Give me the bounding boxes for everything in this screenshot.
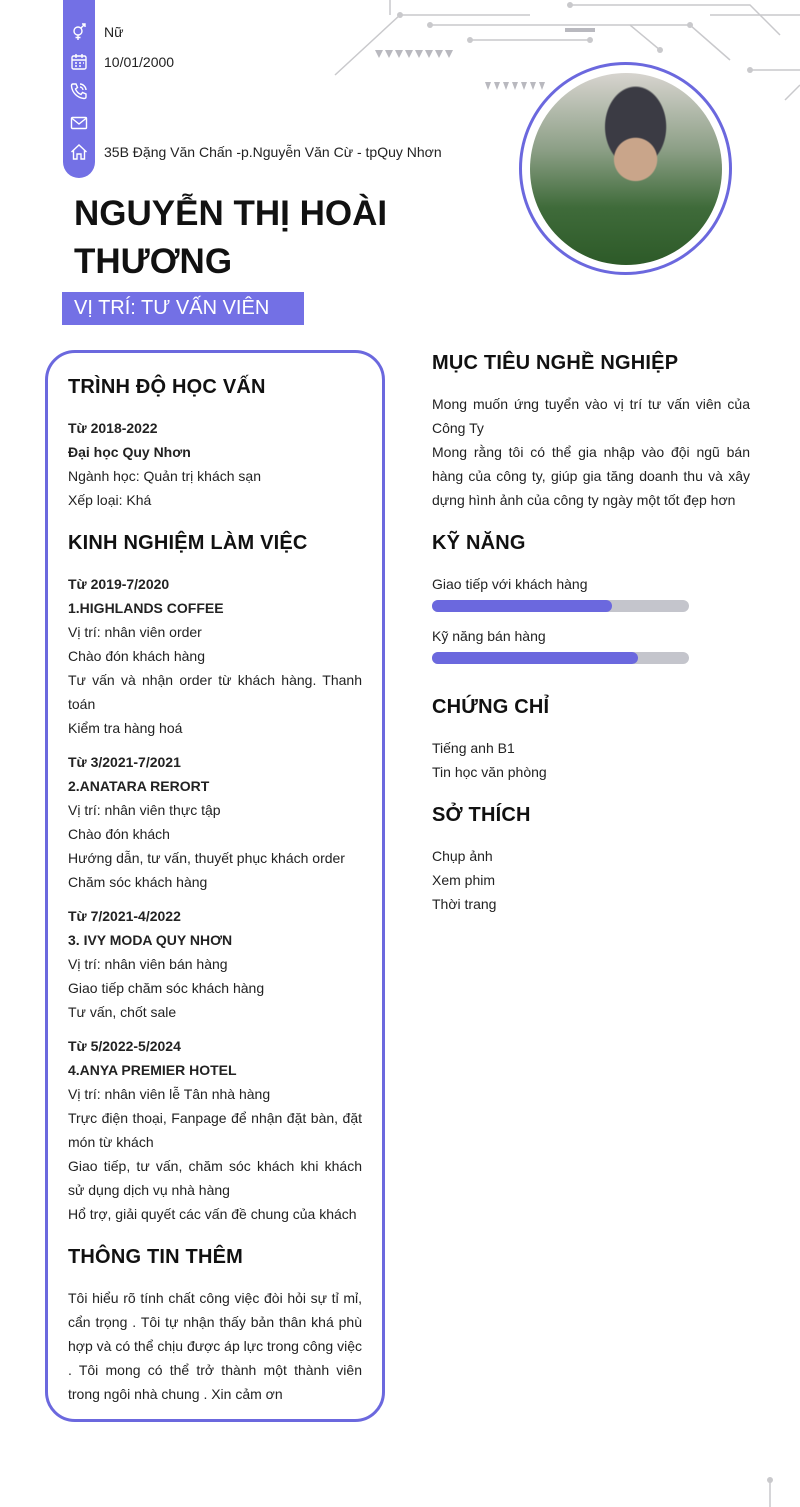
right-column <box>432 348 750 916</box>
avatar <box>530 73 722 265</box>
certificate-item: Tiếng anh B1 <box>432 740 515 756</box>
email-icon <box>70 114 88 132</box>
job-company: 1.HIGHLANDS COFFEE <box>68 600 224 616</box>
circuit-decoration-bottom <box>740 1440 800 1507</box>
job-company: 2.ANATARA RERORT <box>68 778 210 794</box>
candidate-name: NGUYỄN THỊ HOÀI THƯƠNG <box>74 194 388 281</box>
birthday-text: 10/01/2000 <box>104 54 175 70</box>
home-icon <box>70 143 88 161</box>
job-period: Từ 5/2022-5/2024 <box>68 1038 181 1054</box>
hobby-item: Chụp ảnh <box>432 848 493 864</box>
left-column <box>68 372 362 1406</box>
job-line: Chăm sóc khách hàng <box>68 874 208 890</box>
job-line: Tư vấn và nhận order từ khách hàng. Thanh toán <box>68 672 362 712</box>
hobby-item: Thời trang <box>432 896 497 912</box>
objective-text-2: Mong rằng tôi có thể gia nhập vào đội ngũ bán hàng của công ty, giúp gia tăng doanh thu và xây dựng hình ảnh của công ty ngày một tốt đẹp hơn <box>432 444 750 508</box>
job-item <box>68 1034 362 1226</box>
job-company: 3. IVY MODA QUY NHƠN <box>68 932 233 948</box>
certificate-item: Tin học văn phòng <box>432 764 547 780</box>
objective-title: MỤC TIÊU NGHỀ NGHIỆP <box>432 352 679 374</box>
education-grade: Xếp loại: Khá <box>68 492 152 508</box>
objective-section <box>432 348 750 512</box>
extra-info-section <box>68 1242 362 1406</box>
skill-bar <box>432 652 689 664</box>
skill-bar-fill <box>432 600 612 612</box>
skill-label: Giao tiếp với khách hàng <box>432 576 588 592</box>
calendar-icon <box>70 53 88 71</box>
job-item <box>68 904 362 1024</box>
education-title: TRÌNH ĐỘ HỌC VẤN <box>68 376 266 398</box>
job-line: Vị trí: nhân viên thực tập <box>68 802 221 818</box>
certificates-section <box>432 692 750 784</box>
education-period: Từ 2018-2022 <box>68 420 158 436</box>
extra-info-text: Tôi hiểu rõ tính chất công việc đòi hỏi sự tỉ mỉ, cẩn trọng . Tôi tự nhận thấy bản thân khá phù hợp và có thể chịu được áp lực trong công việc . Tôi mong có thể trở thành một thành viên trong ngôi nhà chung . Xin cảm ơn <box>68 1290 362 1402</box>
job-line: Chào đón khách <box>68 826 170 842</box>
skills-title: KỸ NĂNG <box>432 532 526 554</box>
job-line: Kiểm tra hàng hoá <box>68 720 183 736</box>
job-item <box>68 572 362 740</box>
hobbies-section <box>432 800 750 916</box>
job-item <box>68 750 362 894</box>
job-period: Từ 2019-7/2020 <box>68 576 170 592</box>
skill-bar <box>432 600 689 612</box>
certificates-title: CHỨNG CHỈ <box>432 696 550 718</box>
skills-section <box>432 528 750 664</box>
phone-icon <box>70 82 88 100</box>
job-line: Hướng dẫn, tư vấn, thuyết phục khách order <box>68 850 345 866</box>
job-line: Vị trí: nhân viên bán hàng <box>68 956 228 972</box>
gender-icon <box>70 23 88 41</box>
job-line: Tư vấn, chốt sale <box>68 1004 177 1020</box>
job-line: Giao tiếp chăm sóc khách hàng <box>68 980 265 996</box>
job-line: Trực điện thoại, Fanpage để nhận đặt bàn, đặt món từ khách <box>68 1110 362 1150</box>
address-text: 35B Đặng Văn Chấn -p.Nguyễn Văn Cừ - tpQuy Nhơn <box>104 144 442 160</box>
skill-label: Kỹ năng bán hàng <box>432 628 546 644</box>
hobbies-title: SỞ THÍCH <box>432 804 531 826</box>
education-major: Ngành học: Quản trị khách sạn <box>68 468 262 484</box>
job-period: Từ 3/2021-7/2021 <box>68 754 181 770</box>
objective-text-1: Mong muốn ứng tuyển vào vị trí tư vấn viên của Công Ty <box>432 396 750 436</box>
job-line: Vị trí: nhân viên lễ Tân nhà hàng <box>68 1086 271 1102</box>
education-school: Đại học Quy Nhơn <box>68 444 191 460</box>
job-line: Giao tiếp, tư vấn, chăm sóc khách khi khách sử dụng dịch vụ nhà hàng <box>68 1158 362 1198</box>
job-line: Hổ trợ, giải quyết các vấn đề chung của khách <box>68 1206 357 1222</box>
job-line: Vị trí: nhân viên order <box>68 624 202 640</box>
extra-info-title: THÔNG TIN THÊM <box>68 1246 244 1268</box>
position-title: VỊ TRÍ: TƯ VẤN VIÊN <box>62 292 304 325</box>
job-line: Chào đón khách hàng <box>68 648 205 664</box>
hobby-item: Xem phim <box>432 872 496 888</box>
job-company: 4.ANYA PREMIER HOTEL <box>68 1062 237 1078</box>
job-period: Từ 7/2021-4/2022 <box>68 908 181 924</box>
skill-bar-fill <box>432 652 638 664</box>
gender-text: Nữ <box>104 24 124 40</box>
experience-section <box>68 528 362 1226</box>
experience-title: KINH NGHIỆM LÀM VIỆC <box>68 532 308 554</box>
education-section <box>68 372 362 512</box>
